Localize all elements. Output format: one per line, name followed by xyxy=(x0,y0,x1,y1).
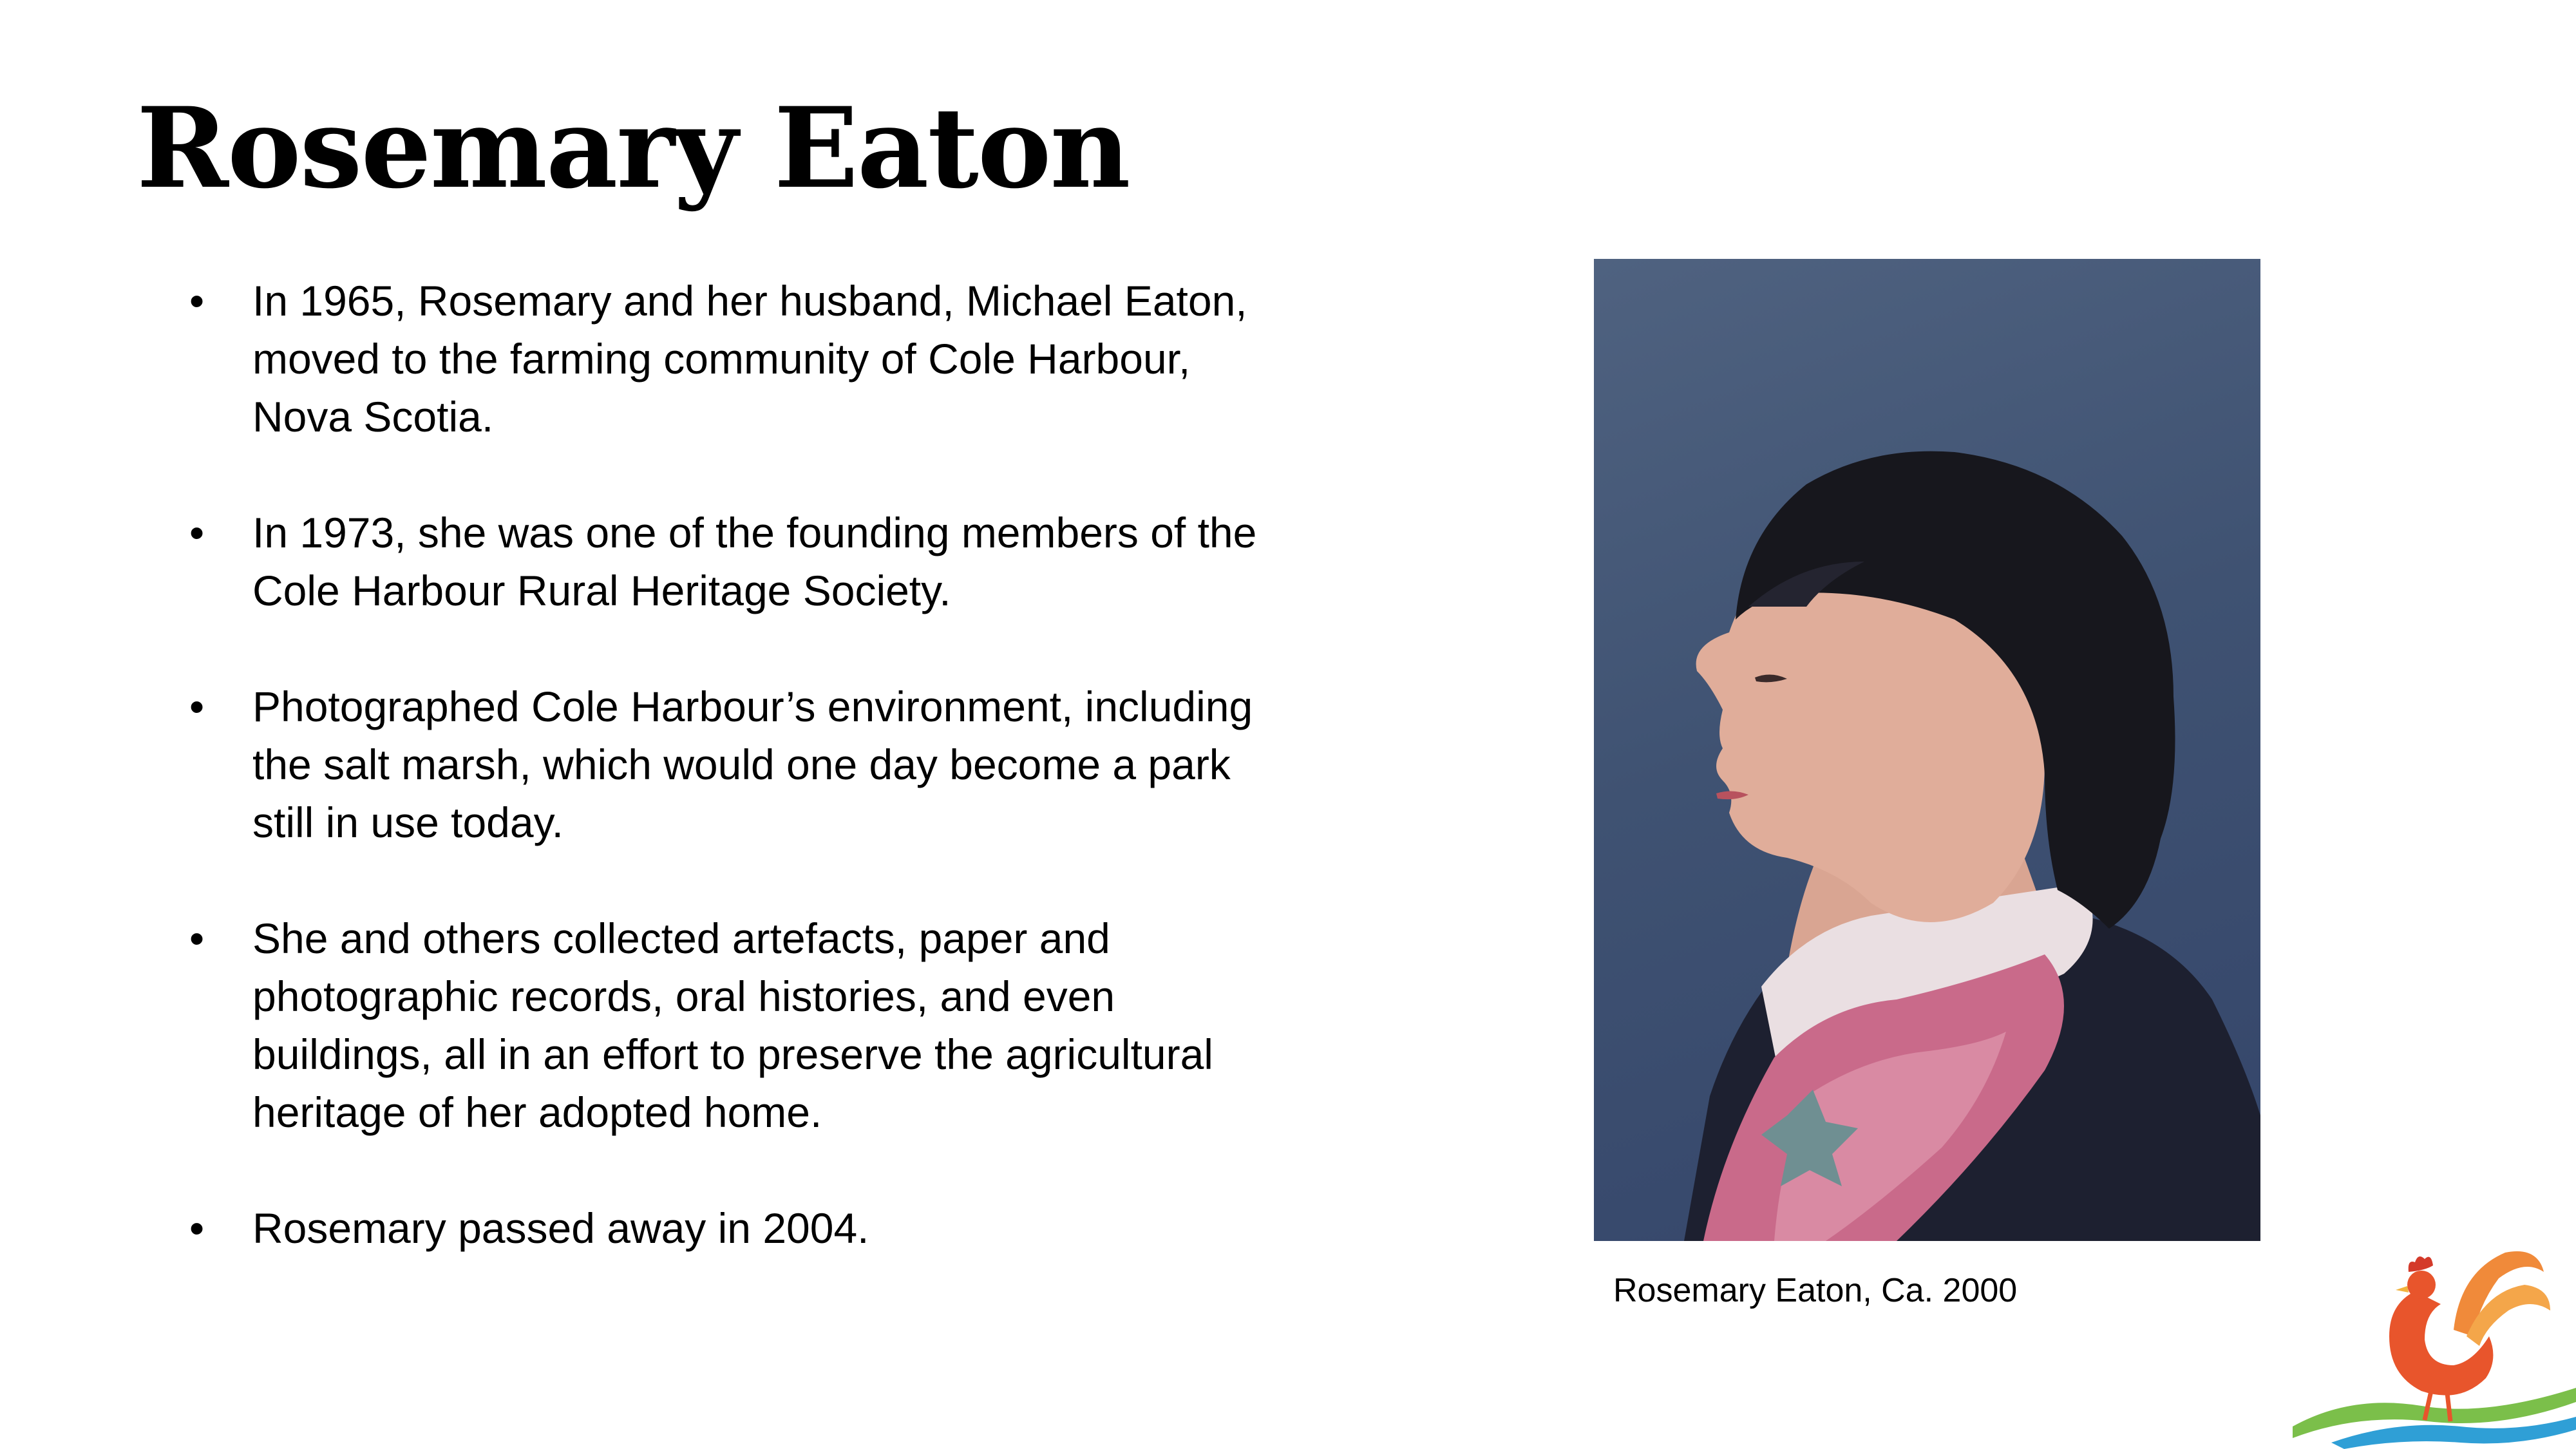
bullet-item xyxy=(188,272,1296,446)
bullet-list xyxy=(188,272,1296,1257)
bullet-item xyxy=(188,677,1296,851)
bullet-text: In 1973, she was one of the founding members of the Cole Harbour Rural Heritage Society. xyxy=(252,509,1257,614)
bullet-icon: • xyxy=(189,1204,205,1252)
bullet-icon: • xyxy=(189,914,205,962)
portrait-photo xyxy=(1594,259,2260,1241)
bullet-item xyxy=(188,504,1296,620)
bullet-icon: • xyxy=(189,509,205,556)
photo-caption: Rosemary Eaton, Ca. 2000 xyxy=(1613,1272,2018,1309)
bullet-text: She and others collected artefacts, paper and photographic records, oral histories, and even buildings, all in an effort to preserve the agricultural heritage of her adopted home. xyxy=(252,914,1213,1136)
rooster-logo-icon xyxy=(2293,1233,2576,1449)
bullet-text: Rosemary passed away in 2004. xyxy=(252,1204,869,1252)
slide-title: Rosemary Eaton xyxy=(137,82,1130,213)
bullet-item xyxy=(188,909,1296,1141)
bullet-text: In 1965, Rosemary and her husband, Michael Eaton, moved to the farming community of Cole Harbour, Nova Scotia. xyxy=(252,277,1247,440)
bullet-icon: • xyxy=(189,683,205,730)
bullet-item xyxy=(188,1199,1296,1257)
bullet-text: Photographed Cole Harbour’s environment, including the salt marsh, which would one day become a park still in use today. xyxy=(252,683,1253,846)
bullet-icon: • xyxy=(189,277,205,325)
portrait-illustration xyxy=(1594,259,2260,1241)
